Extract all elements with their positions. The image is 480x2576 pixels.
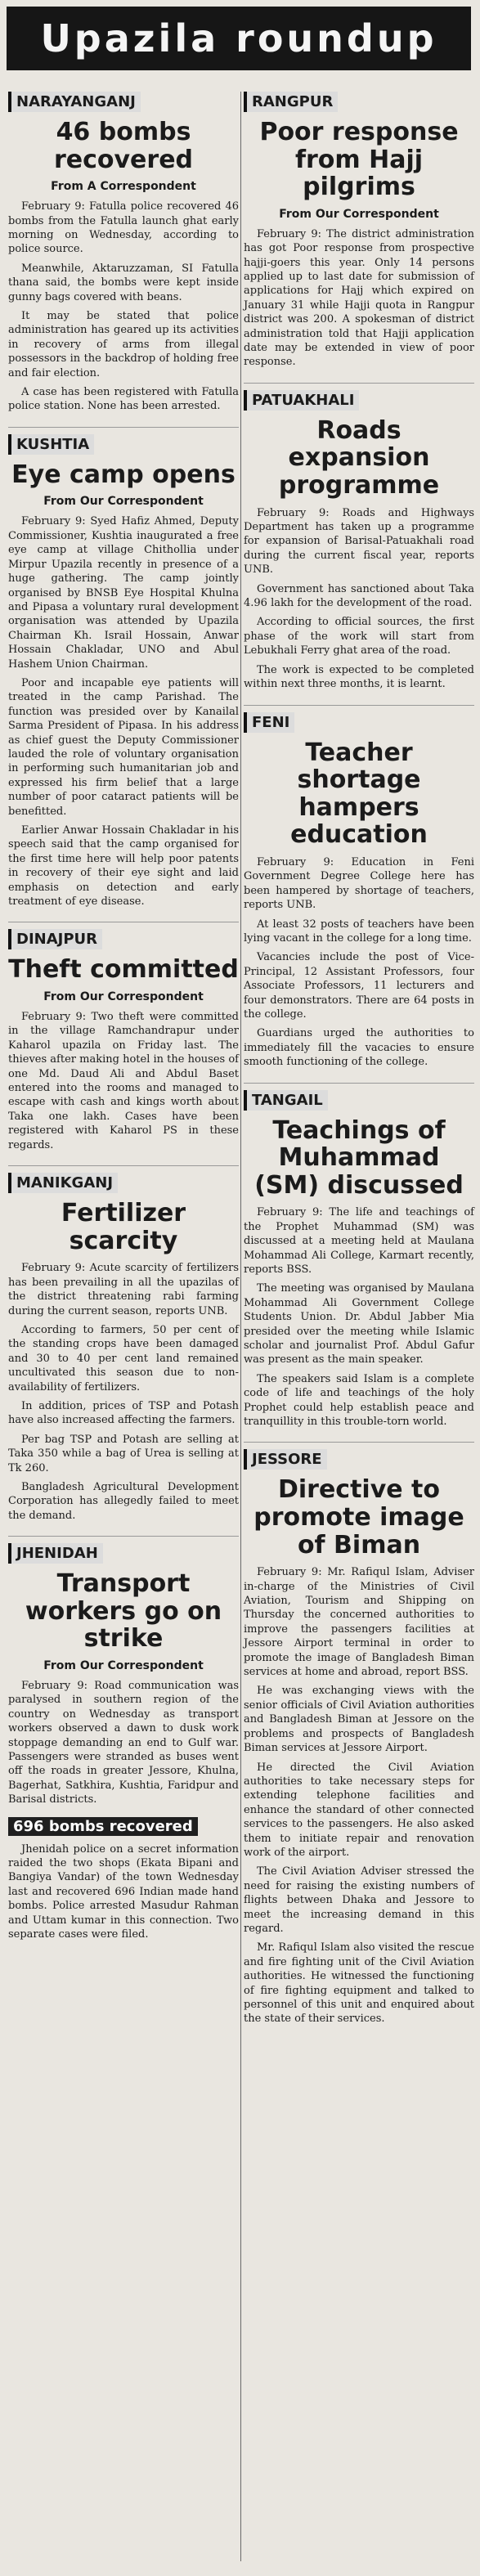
story-tangail: [244, 1083, 474, 1429]
paragraph: February 9: Roads and Highways Department has taken up a programme for expansion of Barisal-Patuakhali road during the current fiscal year, reports UNB.: [244, 506, 474, 577]
paragraph: The Civil Aviation Adviser stressed the need for raising the existing numbers of flights between Dhaka and Jessore to meet the increasing demand in this regard.: [244, 1865, 474, 1935]
paragraph: Jhenidah police on a secret information raided the two shops (Ekata Bipani and Bangiya Vandar) of the town Wednesday last and recovered 696 Indian made hand bombs. Police arrested Masudur Rahman and Uttam kumar in this connection. Two separate cases were filed.: [8, 1842, 239, 1941]
paragraph: Meanwhile, Aktaruzzaman, SI Fatulla thana said, the bombs were kept inside gunny bags covered with beans.: [8, 262, 239, 303]
headline: Teacher shortage hampers education: [290, 738, 428, 850]
headline: Teachings of Muhammad (SM) discussed: [254, 1115, 464, 1200]
story-manikganj: [8, 1165, 239, 1523]
paragraph: He was exchanging views with the senior officials of Civil Aviation authorities and Bangladesh Biman at Jessore on the problems and prospects of Bangladesh Biman services at Jessore Airport.: [244, 1685, 474, 1755]
paragraph: Government has sanctioned about Taka 4.96 lakh for the development of the road.: [244, 582, 474, 610]
paragraph: February 9: Education in Feni Government Degree College here has been hampered by shortage of teachers, reports UNB.: [244, 855, 474, 912]
paragraph: Earlier Anwar Hossain Chakladar in his speech said that the camp organised for the first time here will help poor patents in recovery of their eye sight and laid emphasis on detection and early treatment of eye disease.: [8, 824, 239, 909]
paragraph: According to official sources, the first phase of the work will start from Lebukhali Ferry ghat area of the road.: [244, 616, 474, 657]
story-patuakhali: [244, 383, 474, 692]
dateline: DINAJPUR: [8, 929, 102, 949]
headline: Eye camp opens: [11, 460, 236, 489]
headline: Theft committed: [8, 955, 239, 985]
dateline: KUSHTIA: [8, 434, 94, 455]
headline: Directive to promote image of Biman: [253, 1475, 464, 1560]
paragraph: Poor and incapable eye patients will treated in the camp Parishad. The function was presided over by Kanailal Sarma President of Pipasa. In his address as chief guest the Deputy Commissioner lauded the role of voluntary organisation in performing such humanitarian job and expressed his firm belief that a large number of poor cataract patients will be benefitted.: [8, 676, 239, 818]
paragraph: He directed the Civil Aviation authorities to take necessary steps for extending telephone facilities and enhance the standard of other connected services to the passengers. He also asked them to initiate repair and renovation work of the airport.: [244, 1761, 474, 1859]
paragraph: Per bag TSP and Potash are selling at Taka 350 while a bag of Urea is selling at Tk 260.: [8, 1433, 239, 1474]
dateline: JESSORE: [244, 1449, 327, 1470]
headline: Transport workers go on strike: [25, 1569, 222, 1654]
dateline: JHENIDAH: [8, 1543, 103, 1564]
column-rule: [240, 92, 241, 2561]
headline: Poor response from Hajj pilgrims: [259, 118, 459, 202]
paragraph: Guardians urged the authorities to immediately fill the vacacies to ensure smooth functioning of the college.: [244, 1027, 474, 1069]
dateline: NARAYANGANJ: [8, 92, 141, 112]
byline: From Our Correspondent: [43, 990, 204, 1004]
paragraph: February 9: Two theft were committed in the village Ramchandrapur under Kaharol upazila on Friday last. The thieves after making hotel in the houses of one Md. Daud Ali and Abdul Baset entered into the rooms and managed to escape with cash and kings worth about Taka one lakh. Cases have been registered with Kaharol PS in these regards.: [8, 1011, 239, 1151]
paragraph: In addition, prices of TSP and Potash have also increased affecting the farmers.: [8, 1399, 239, 1427]
paragraph: February 9: The district administration has got Poor response from prospective hajji-goers this year. Only 14 persons applied up to last date for submission of applications for Hajj which expired on January 31 while Hajji quota in Rangpur district was 200. A spokesman of district administration told that Hajji application date may be extended in view of poor response.: [244, 227, 474, 369]
dateline: MANIKGANJ: [8, 1173, 118, 1193]
paragraph: February 9: Fatulla police recovered 46 bombs from the Fatulla launch ghat early morning on Wednesday, according to police source.: [8, 200, 239, 256]
story-feni: [244, 705, 474, 1070]
byline: From Our Correspondent: [43, 495, 204, 509]
paragraph: The meeting was organised by Maulana Mohammad Ali Government College Students Union. Dr. Abdul Jabber Mia presided over the meeting while Islamic scholar and journalist Prof. Abdul Gafur was present as the main speaker.: [244, 1282, 474, 1367]
paragraph: The work is expected to be completed within next three months, it is learnt.: [244, 663, 474, 691]
dateline: TANGAIL: [244, 1090, 328, 1111]
paragraph: It may be stated that police administration has geared up its activities in recovery of arms from illegal possessors in the backdrop of holding free and fair election.: [8, 310, 239, 379]
paragraph: According to farmers, 50 per cent of the standing crops have been damaged and 30 to 40 per cent land remained uncultivated this season due to non-availability of fertilizers.: [8, 1323, 239, 1393]
paragraph: At least 32 posts of teachers have been lying vacant in the college for a long time.: [244, 918, 474, 945]
paragraph: Mr. Rafiqul Islam also visited the rescue and fire fighting unit of the Civil Aviation authorities. He witnessed the functioning of fire fighting equipment and talked to personnel of this unit and enquired about the state of their services.: [244, 1941, 474, 2026]
paragraph: February 9: The life and teachings of the Prophet Muhammad (SM) was discussed at a meeting held at Maulana Mohammad Ali College, Karmart recently, reports BSS.: [244, 1206, 474, 1276]
story-rangpur: [244, 92, 474, 370]
byline: From Our Correspondent: [279, 207, 439, 221]
paragraph: A case has been registered with Fatulla police station. None has been arrested.: [8, 386, 239, 413]
paragraph: February 9: Road communication was paralysed in southern region of the country on Wednesday as transport workers observed a dawn to dusk work stoppage demanding an end to Gulf war. Passengers were stranded as buses went off the roads in greater Jessore, Khulna, Bagerhat, Satkhira, Kushtia, Faridpur and Barisal districts.: [8, 1679, 239, 1806]
paragraph: The speakers said Islam is a complete code of life and teachings of the holy Prophet could help establish peace and tranquillity in this trouble-torn world.: [244, 1372, 474, 1429]
headline: Fertilizer scarcity: [61, 1199, 186, 1255]
dateline: RANGPUR: [244, 92, 338, 112]
paragraph: Vacancies include the post of Vice-Principal, 12 Assistant Professors, four Associate Professors, 11 lecturers and four demonstrators. There are 64 posts in the college.: [244, 951, 474, 1021]
story-narayanganj: [8, 92, 239, 414]
headline: 46 bombs recovered: [53, 118, 194, 174]
paragraph: Bangladesh Agricultural Development Corporation has allegedly failed to meet the demand.: [8, 1480, 239, 1522]
subheading: 696 bombs recovered: [8, 1817, 198, 1836]
paragraph: February 9: Acute scarcity of fertilizers has been prevailing in all the upazilas of the district threatening rabi farming during the current season, reports UNB.: [8, 1262, 239, 1317]
paragraph: February 9: Syed Hafiz Ahmed, Deputy Commissioner, Kushtia inaugurated a free eye camp at village Chithollia under Mirpur Upazila recently in presence of a huge gathering. The camp jointly organised by BNSB Eye Hospital Khulna and Pipasa a voluntary rural development organisation was attended by Upazila Chairman Kh. Israil Hossain, Anwar Hossain Chakladar, UNO and Abul Hashem Union Chairman.: [8, 515, 239, 671]
dateline: FENI: [244, 712, 294, 733]
byline: From A Correspondent: [51, 180, 196, 194]
story-jessore: [244, 1442, 474, 2026]
byline: From Our Correspondent: [43, 1658, 204, 1672]
paragraph: February 9: Mr. Rafiqul Islam, Adviser in-charge of the Ministries of Civil Aviation, Tourism and Shipping on Thursday the concerned authorities to improve the passengers facilities at Jessore Airport terminal in order to promote the image of Bangladesh Biman services at home and abroad, report BSS.: [244, 1566, 474, 1679]
story-jhenidah: [8, 1536, 239, 1941]
right-column: [244, 92, 474, 2040]
left-column: [8, 92, 239, 1954]
dateline: PATUAKHALI: [244, 390, 359, 411]
story-dinajpur: [8, 922, 239, 1152]
headline: Roads expansion programme: [278, 415, 440, 500]
section-banner: Upazila roundup: [7, 7, 471, 70]
story-kushtia: [8, 427, 239, 909]
